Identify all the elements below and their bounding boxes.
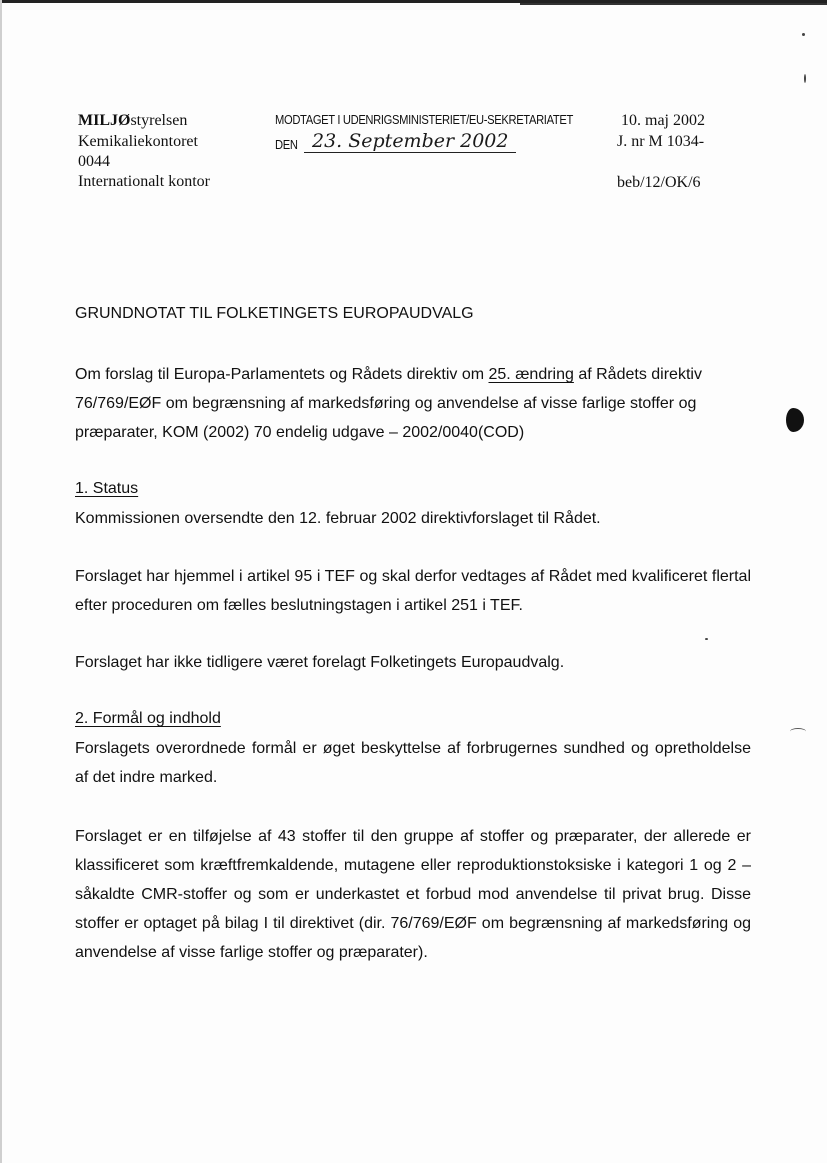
sender-org bbox=[78, 110, 187, 131]
punch-hole-mark bbox=[786, 408, 804, 432]
intro-text-2: af Rådets direktiv 76/769/EØF om begrænsning af markedsføring og anvendelse af visse farlige stoffer og præparater, KOM (2002) 70 endelig udgave – 2002/0040(COD) bbox=[75, 366, 702, 441]
scan-left-edge bbox=[0, 0, 2, 1163]
received-stamp-line: MODTAGET I UDENRIGSMINISTERIET/EU-SEKRETARIATET bbox=[275, 112, 573, 127]
handwritten-received-date: 23. September 2002 bbox=[312, 130, 509, 152]
section-1-p2: Forslaget har hjemmel i artikel 95 i TEF og skal derfor vedtages af Rådet med kvalificeret flertal efter proceduren om fælles beslutningstagen i artikel 251 i TEF. bbox=[75, 568, 751, 614]
sender-office: Kemikaliekontoret bbox=[78, 133, 198, 150]
received-stamp-den: DEN bbox=[275, 137, 298, 152]
section-2-p2: Forslaget er en tilføjelse af 43 stoffer til den gruppe af stoffer og præparater, der allerede er klassificeret som kræftfremkaldende, mutagene eller reproduktionstoksiske i kategori 1 og 2 – såkaldte CMR-stoffer og som er underkastet et forbud mod anvendelse til privat brug. Disse stoffer er optaget på bilag I til direktivet (dir. 76/769/EØF om begrænsning af markedsføring og anvendelse af visse farlige stoffer og præparater). bbox=[75, 828, 751, 961]
sender-dept: Internationalt kontor bbox=[78, 173, 210, 190]
scan-speck bbox=[804, 74, 806, 83]
section-1-p1: Kommissionen oversendte den 12. februar 2002 direktivforslaget til Rådet. bbox=[75, 510, 601, 527]
document-date: 10. maj 2002 bbox=[621, 112, 705, 129]
section-2-p1: Forslagets overordnede formål er øget beskyttelse af forbrugernes sundhed og opretholdelse af det indre marked. bbox=[75, 740, 751, 786]
stamp-date-line bbox=[304, 152, 516, 153]
section-2-heading: 2. Formål og indhold bbox=[75, 710, 221, 727]
scan-speck bbox=[705, 638, 708, 640]
intro-text-1: Om forslag til Europa-Parlamentets og Rådets direktiv om bbox=[75, 366, 489, 383]
section-1-heading: 1. Status bbox=[75, 480, 139, 497]
sender-org-rest: styrelsen bbox=[130, 112, 188, 129]
journal-number: J. nr M 1034- bbox=[617, 133, 705, 150]
section-1-p3: Forslaget har ikke tidligere været forelagt Folketingets Europaudvalg. bbox=[75, 654, 565, 671]
scan-speck bbox=[802, 33, 805, 36]
scan-top-border-right bbox=[520, 3, 827, 5]
document-title: GRUNDNOTAT TIL FOLKETINGETS EUROPAUDVALG bbox=[75, 305, 474, 322]
sender-org-bold: MILJØ bbox=[78, 112, 131, 129]
intro-paragraph bbox=[75, 360, 751, 447]
scan-mark bbox=[790, 728, 806, 735]
intro-underlined-amendment: 25. ændring bbox=[488, 366, 574, 383]
reference-code: beb/12/OK/6 bbox=[617, 174, 701, 191]
sender-code: 0044 bbox=[78, 153, 110, 170]
